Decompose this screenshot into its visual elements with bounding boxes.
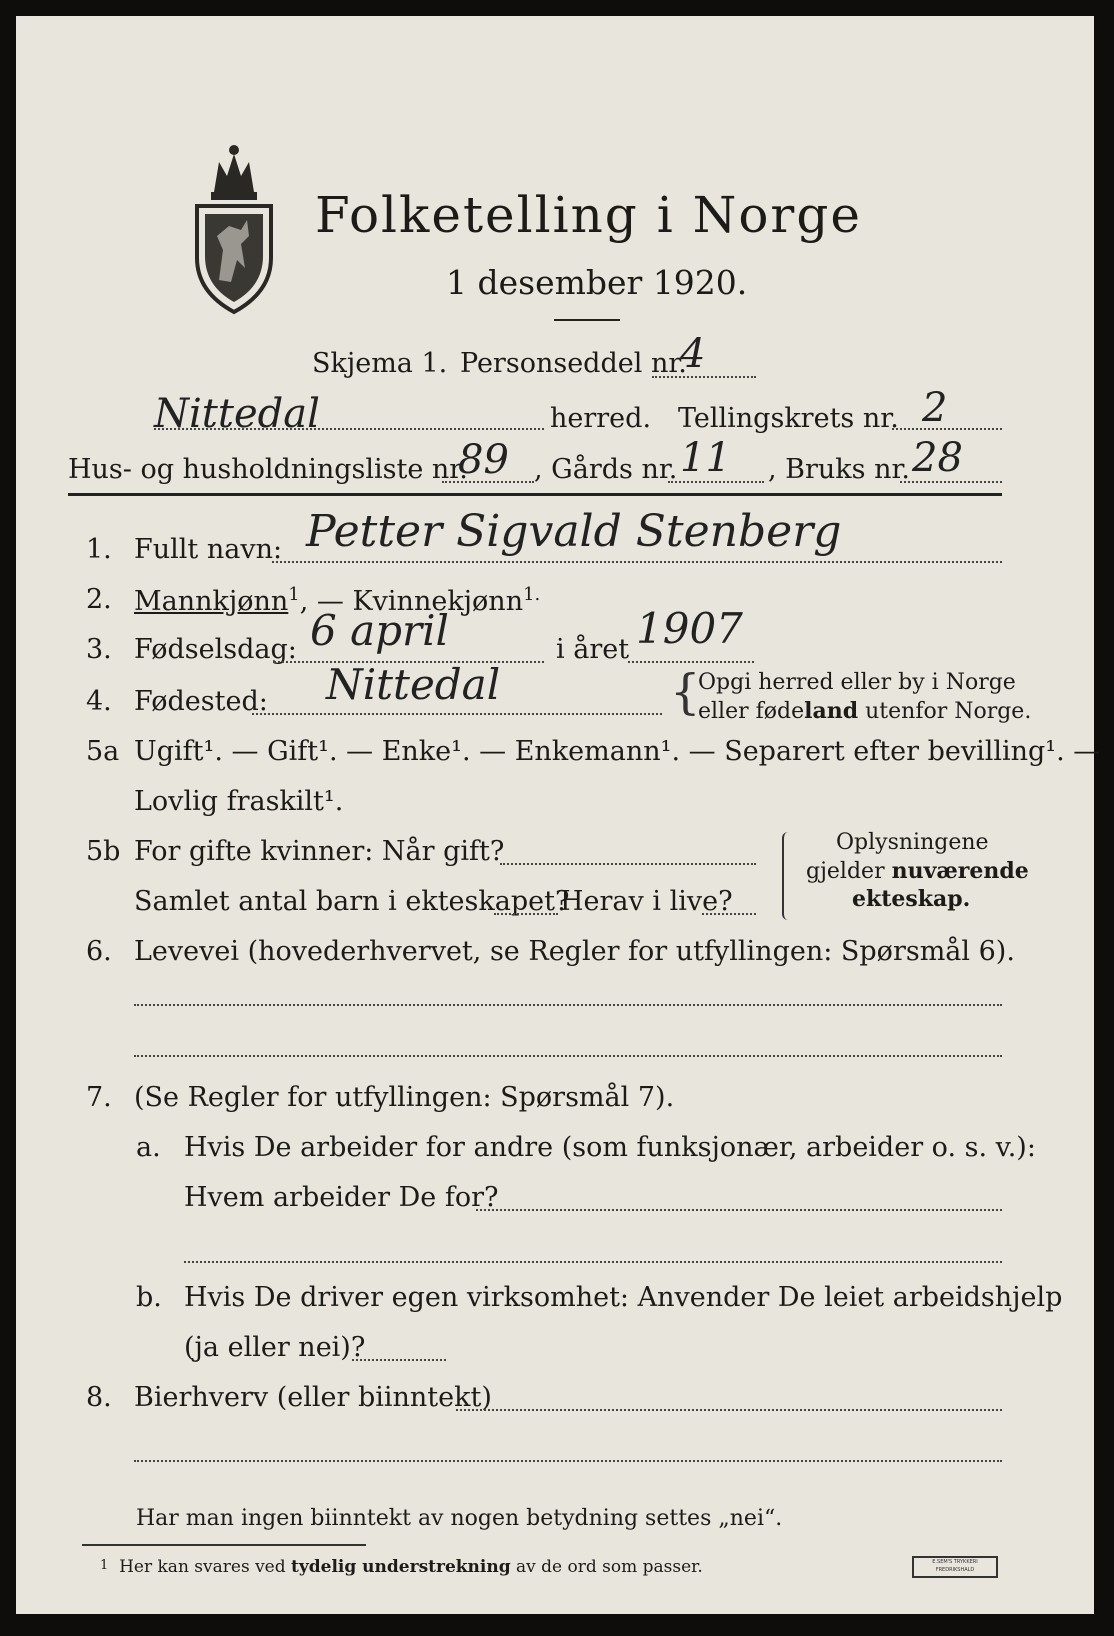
q5a-status-options: Ugift¹. — Gift¹. — Enke¹. — Enkemann¹. — Separert efter bevilling¹. —: [134, 736, 1101, 767]
footer-note: Har man ingen biinntekt av nogen betydning settes „nei“.: [136, 1506, 783, 1531]
bruks-line: [900, 481, 1002, 483]
q5b-note1: Oplysningene: [836, 830, 989, 855]
q8-line2: [134, 1460, 1002, 1462]
q5b-number: 5b: [86, 836, 121, 867]
person-nr-value: 4: [680, 331, 706, 377]
q3-label: Fødselsdag:: [134, 634, 297, 665]
bruks-value: 28: [912, 435, 963, 481]
title-rule: [554, 319, 620, 321]
q7a-letter: a.: [136, 1132, 161, 1163]
q3-day-value: 6 april: [310, 606, 449, 655]
q2-male-footnote: 1: [288, 584, 300, 605]
q7b-letter: b.: [136, 1282, 162, 1313]
q7-number: 7.: [86, 1082, 112, 1113]
q1-line: [272, 561, 1002, 563]
q6-line2: [134, 1055, 1002, 1057]
herred-line: [154, 428, 544, 430]
q3-year-line: [628, 661, 754, 663]
form-title: Folketelling i Norge: [315, 186, 862, 244]
q2-male-option: Mannkjønn: [134, 586, 289, 617]
q4-note-line1: Opgi herred eller by i Norge: [698, 670, 1016, 695]
hus-label: Hus- og husholdningsliste nr.: [68, 454, 468, 485]
q8-line: [456, 1409, 1002, 1411]
q5b-children-label: Samlet antal barn i ekteskapet?: [134, 886, 570, 917]
q4-number: 4.: [86, 686, 112, 717]
q4-note-bold: land: [804, 698, 859, 724]
q6-label: Levevei (hovederhvervet, se Regler for utfyllingen: Spørsmål 6).: [134, 936, 1015, 967]
q4-note-end: utenfor Norge.: [858, 699, 1032, 724]
printer-stamp-line2: FREDRIKSHALD: [935, 1567, 975, 1573]
norway-coat-of-arms-icon: [189, 140, 279, 320]
q4-note-line2: [698, 700, 1031, 723]
q3-year-value: 1907: [636, 604, 743, 653]
bruks-label: , Bruks nr.: [768, 454, 911, 485]
q5b-alive-label: Herav i live?: [560, 886, 733, 917]
q4-brace: {: [670, 664, 701, 720]
herred-label: herred.: [550, 403, 652, 434]
krets-value: 2: [922, 385, 948, 431]
q5b-alive-line: [702, 913, 756, 915]
q4-note-text: eller føde: [698, 699, 805, 724]
q5b-married-line: [500, 863, 756, 865]
footnote-bold: tydelig understrekning: [291, 1557, 511, 1577]
q7a-employer-line: [476, 1209, 1002, 1211]
krets-label: Tellingskrets nr.: [678, 403, 899, 434]
gards-label: , Gårds nr.: [534, 454, 678, 485]
herred-value: Nittedal: [154, 391, 320, 437]
footnote-mark: 1: [100, 1558, 109, 1573]
footnote-end: av de ord som passer.: [510, 1557, 703, 1577]
q6-number: 6.: [86, 936, 112, 967]
q1-label: Fullt navn:: [134, 534, 283, 565]
q7a-question: Hvis De arbeider for andre (som funksjonær, arbeider o. s. v.):: [184, 1132, 1036, 1163]
q5b-children-line: [494, 913, 558, 915]
q5b-note2-text: gjelder: [806, 859, 892, 884]
q1-name-value: Petter Sigvald Stenberg: [306, 506, 842, 557]
q7b-question: Hvis De driver egen virksomhet: Anvender De leiet arbeidshjelp: [184, 1282, 1063, 1313]
person-label: Personseddel nr.: [460, 348, 687, 379]
krets-line: [892, 428, 1002, 430]
q7a-employer-label: Hvem arbeider De for?: [184, 1182, 499, 1213]
footnote-rule: [82, 1544, 366, 1546]
q4-label: Fødested:: [134, 686, 268, 717]
section-divider: [68, 493, 1002, 496]
q5b-bracket-left: [782, 832, 792, 920]
gards-line: [668, 481, 764, 483]
q7a-employer-line2: [184, 1261, 1002, 1263]
q7b-answer-line: [352, 1359, 446, 1361]
q5a-divorced-option: Lovlig fraskilt¹.: [134, 786, 344, 817]
q2-number: 2.: [86, 584, 112, 615]
q7b-answer-label: (ja eller nei)?: [184, 1332, 366, 1363]
q3-number: 3.: [86, 634, 112, 665]
q3-year-label: i året: [556, 634, 630, 665]
q5b-note2-bold: nuværende: [891, 858, 1029, 884]
footnote: [100, 1559, 703, 1576]
q8-label: Bierhverv (eller biinntekt): [134, 1382, 492, 1413]
q7-label: (Se Regler for utfyllingen: Spørsmål 7).: [134, 1082, 675, 1113]
q6-line1: [134, 1004, 1002, 1006]
census-form: [16, 16, 1101, 1614]
printer-stamp-line1: E.SEM'S TRYKKERI: [932, 1559, 978, 1565]
q5b-note3: ekteskap.: [852, 886, 971, 912]
q2-female-option: , — Kvinnekjønn: [299, 586, 524, 617]
gards-value: 11: [680, 435, 731, 481]
q8-number: 8.: [86, 1382, 112, 1413]
census-date: 1 desember 1920.: [446, 263, 748, 302]
q4-birthplace-value: Nittedal: [326, 660, 501, 709]
q5a-number: 5a: [86, 736, 120, 767]
q5b-note2: [806, 860, 1029, 883]
q2-female-footnote: 1.: [523, 584, 541, 605]
schema-label: Skjema 1.: [312, 348, 448, 379]
q4-line: [252, 713, 662, 715]
printer-stamp: [912, 1556, 998, 1578]
footnote-text: Her kan svares ved: [119, 1557, 292, 1577]
q1-number: 1.: [86, 534, 112, 565]
q5b-married-label: For gifte kvinner: Når gift?: [134, 836, 505, 867]
hus-value: 89: [458, 437, 509, 483]
